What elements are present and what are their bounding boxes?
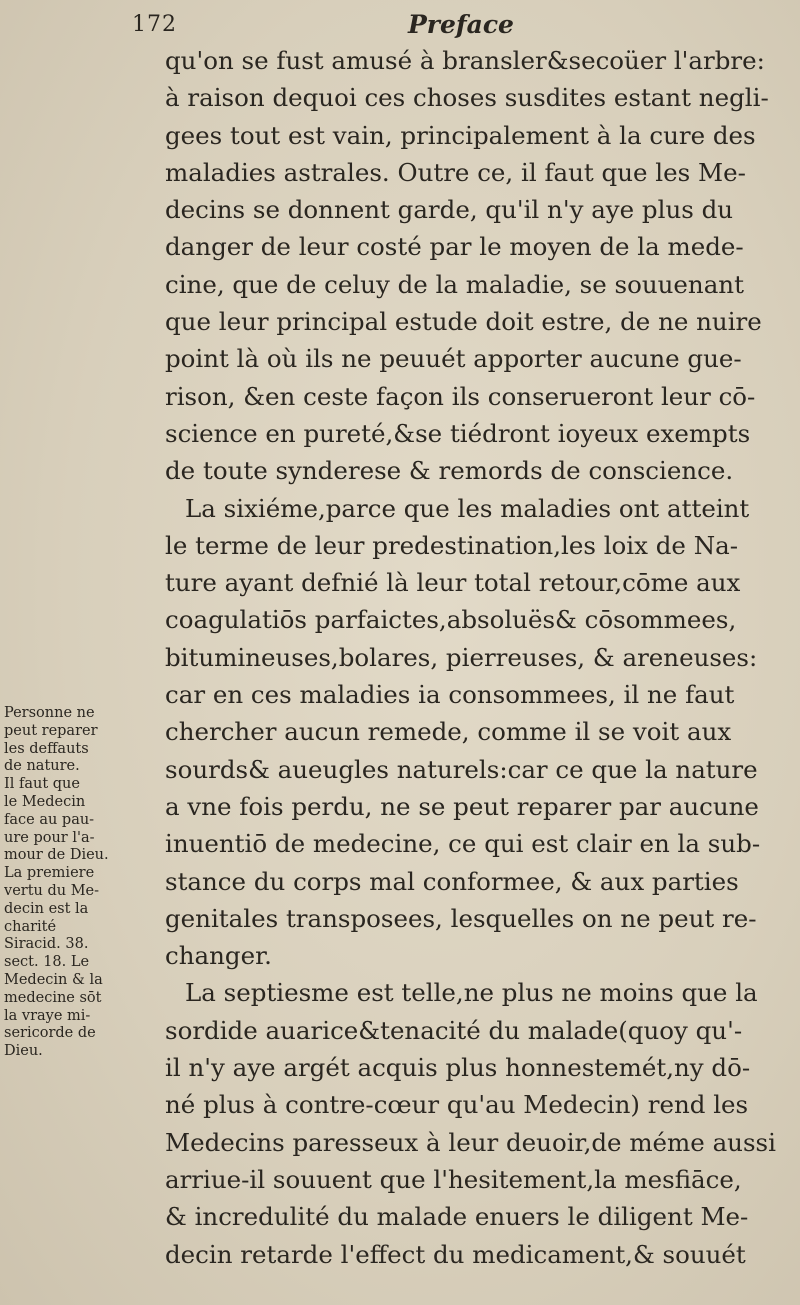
text-line: rison, &en ceste façon ils conserueront leur cō- [165,381,756,411]
margin-note-line: mour de Dieu. [4,847,109,864]
text-line: né plus à contre-cœur qu'au Medecin) rend les [165,1090,749,1120]
text-line: chercher aucun remede, comme il se voit aux [165,717,732,747]
text-line: gees tout est vain, principalement à la cure des [165,120,756,150]
text-line: stance du corps mal conformee, & aux parties [165,866,739,896]
text-line: changer. [165,941,272,971]
margin-note-line: Il faut que [4,776,80,793]
running-head: Preface [408,10,514,39]
text-line: à raison dequoi ces choses susdites estant negli- [165,83,769,113]
text-line: & incredulité du malade enuers le diligent Me- [165,1202,749,1232]
text-line: sordide auarice&tenacité du malade(quoy qu'- [165,1015,743,1045]
margin-note-line: la vraye mi- [4,1007,91,1024]
text-line: danger de leur costé par le moyen de la mede- [165,232,744,262]
margin-note-line: La premiere [4,865,95,882]
text-line: le terme de leur predestination,les loix de Na- [165,530,739,560]
text-line: ture ayant defnié là leur total retour,cōme aux [165,568,741,598]
text-line: decins se donnent garde, qu'il n'y aye plus du [165,195,734,225]
text-line: arriue-il souuent que l'hesitement,la mesfiāce, [165,1164,742,1194]
text-line: de toute synderese & remords de conscience. [165,456,734,486]
page-number: 172 [132,12,177,37]
margin-note-line: medecine sōt [4,989,102,1006]
text-line: maladies astrales. Outre ce, il faut que les Me- [165,157,746,187]
text-line: inuentiō de medecine, ce qui est clair en la sub- [165,829,761,859]
text-line: La septiesme est telle,ne plus ne moins que la [185,978,758,1008]
text-line: point là où ils ne peuuét apporter aucune gue- [165,344,742,374]
margin-note-line: le Medecin [4,793,86,810]
text-line: science en pureté,&se tiédront ioyeux exempts [165,418,751,448]
text-line: cine, que de celuy de la maladie, se souuenant [165,269,744,299]
margin-note-line: Medecin & la [4,971,103,988]
margin-note-line: Personne ne [4,705,95,721]
body-text [165,42,785,1273]
text-line: a vne fois perdu, ne se peut reparer par aucune [165,791,759,821]
margin-note-line: sect. 18. Le [4,954,90,971]
margin-notes [4,705,162,1061]
margin-note-line: de nature. [4,758,80,775]
margin-note-line: sericorde de [4,1025,96,1042]
text-line: bitumineuses,bolares, pierreuses, & areneuses: [165,642,758,672]
margin-note-line: Siracid. 38. [4,936,89,953]
margin-note-line: les deffauts [4,740,89,757]
text-line: qu'on se fust amusé à bransler&secoüer l'arbre: [165,46,765,75]
margin-note-line: charité [4,918,57,935]
text-line: genitales transposees, lesquelles on ne peut re- [165,903,757,933]
page-header [0,12,800,42]
text-line: Medecins paresseux à leur deuoir,de méme aussi [165,1127,776,1157]
text-line: La sixiéme,parce que les maladies ont atteint [185,493,750,523]
text-line: que leur principal estude doit estre, de ne nuire [165,307,762,337]
margin-note-line: decin est la [4,900,89,917]
margin-note-line: vertu du Me- [4,882,100,899]
text-line: il n'y aye argét acquis plus honnestemét,ny dō- [165,1053,751,1083]
text-line: car en ces maladies ia consommees, il ne faut [165,680,735,710]
margin-note-line: face au pau- [4,811,95,828]
text-line: coagulatiōs parfaictes,absoluës& cōsommees, [165,605,737,635]
text-line: decin retarde l'effect du medicament,& souuét [165,1239,746,1269]
text-line: sourds& aueugles naturels:car ce que la nature [165,754,758,784]
margin-note-line: Dieu. [4,1043,43,1060]
margin-note-line: ure pour l'a- [4,829,95,846]
margin-note-line: peut reparer [4,722,98,739]
